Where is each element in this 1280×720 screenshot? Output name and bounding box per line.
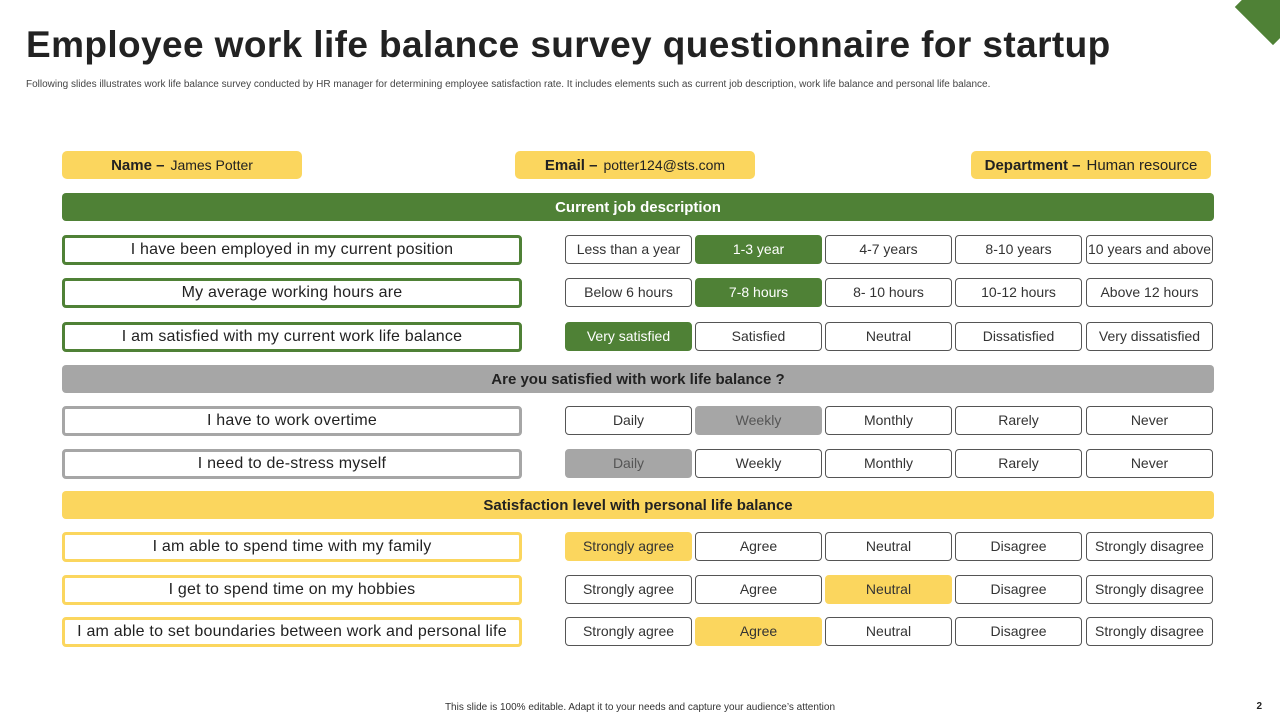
question-label: I am satisfied with my current work life balance	[62, 322, 522, 352]
answer-option[interactable]: Less than a year	[565, 235, 692, 264]
answer-option[interactable]: Monthly	[825, 449, 952, 478]
answer-option[interactable]: Agree	[695, 575, 822, 604]
answer-option-selected[interactable]: Strongly agree	[565, 532, 692, 561]
answer-option[interactable]: 8- 10 hours	[825, 278, 952, 307]
answer-option[interactable]: Weekly	[695, 449, 822, 478]
answer-option-selected[interactable]: Weekly	[695, 406, 822, 435]
email-value: potter124@sts.com	[603, 157, 726, 173]
question-label: I am able to set boundaries between work and personal life	[62, 617, 522, 647]
answer-option[interactable]: Dissatisfied	[955, 322, 1082, 351]
page-number: 2	[1256, 701, 1262, 712]
question-label: I get to spend time on my hobbies	[62, 575, 522, 605]
answer-option[interactable]: Rarely	[955, 449, 1082, 478]
answer-option[interactable]: Strongly disagree	[1086, 532, 1213, 561]
footer-note: This slide is 100% editable. Adapt it to your needs and capture your audience’s attention	[444, 702, 836, 713]
answer-option[interactable]: Neutral	[825, 617, 952, 646]
email-label: Email –	[544, 156, 598, 174]
answer-option[interactable]: Strongly disagree	[1086, 575, 1213, 604]
name-field	[62, 151, 302, 179]
email-field	[515, 151, 755, 179]
department-field	[971, 151, 1211, 179]
department-label: Department –	[984, 156, 1081, 174]
answer-option[interactable]: Strongly agree	[565, 617, 692, 646]
answer-option[interactable]: Above 12 hours	[1086, 278, 1213, 307]
section-header: Satisfaction level with personal life balance	[62, 491, 1214, 519]
answer-option[interactable]: Disagree	[955, 575, 1082, 604]
answer-option[interactable]: Monthly	[825, 406, 952, 435]
answer-option[interactable]: 10 years and above	[1086, 235, 1213, 264]
answer-option[interactable]: Satisfied	[695, 322, 822, 351]
section-header: Current job description	[62, 193, 1214, 221]
answer-option-selected[interactable]: Very satisfied	[565, 322, 692, 351]
answer-option[interactable]: Strongly disagree	[1086, 617, 1213, 646]
answer-option[interactable]: Disagree	[955, 617, 1082, 646]
answer-option-selected[interactable]: 7-8 hours	[695, 278, 822, 307]
question-label: I need to de-stress myself	[62, 449, 522, 479]
answer-option-selected[interactable]: Daily	[565, 449, 692, 478]
name-label: Name –	[111, 156, 165, 174]
answer-option[interactable]: Neutral	[825, 322, 952, 351]
answer-option[interactable]: Never	[1086, 406, 1213, 435]
question-label: I am able to spend time with my family	[62, 532, 522, 562]
corner-accent	[1235, 0, 1280, 45]
page-subtitle: Following slides illustrates work life balance survey conducted by HR manager for determining employee satisfaction rate. It includes elements such as current job description, work life balance and personal life balance.	[26, 79, 991, 90]
page-title: Employee work life balance survey questionnaire for startup	[26, 24, 1111, 65]
section-header: Are you satisfied with work life balance ?	[62, 365, 1214, 393]
answer-option[interactable]: Below 6 hours	[565, 278, 692, 307]
answer-option-selected[interactable]: Neutral	[825, 575, 952, 604]
answer-option[interactable]: Rarely	[955, 406, 1082, 435]
answer-option[interactable]: 8-10 years	[955, 235, 1082, 264]
department-value: Human resource	[1086, 156, 1198, 174]
answer-option[interactable]: Very dissatisfied	[1086, 322, 1213, 351]
answer-option[interactable]: Neutral	[825, 532, 952, 561]
answer-option[interactable]: Daily	[565, 406, 692, 435]
answer-option[interactable]: Never	[1086, 449, 1213, 478]
question-label: My average working hours are	[62, 278, 522, 308]
name-value: James Potter	[170, 157, 253, 173]
answer-option[interactable]: Disagree	[955, 532, 1082, 561]
question-label: I have to work overtime	[62, 406, 522, 436]
answer-option[interactable]: Strongly agree	[565, 575, 692, 604]
question-label: I have been employed in my current position	[62, 235, 522, 265]
answer-option-selected[interactable]: 1-3 year	[695, 235, 822, 264]
answer-option[interactable]: 4-7 years	[825, 235, 952, 264]
answer-option-selected[interactable]: Agree	[695, 617, 822, 646]
answer-option[interactable]: 10-12 hours	[955, 278, 1082, 307]
answer-option[interactable]: Agree	[695, 532, 822, 561]
